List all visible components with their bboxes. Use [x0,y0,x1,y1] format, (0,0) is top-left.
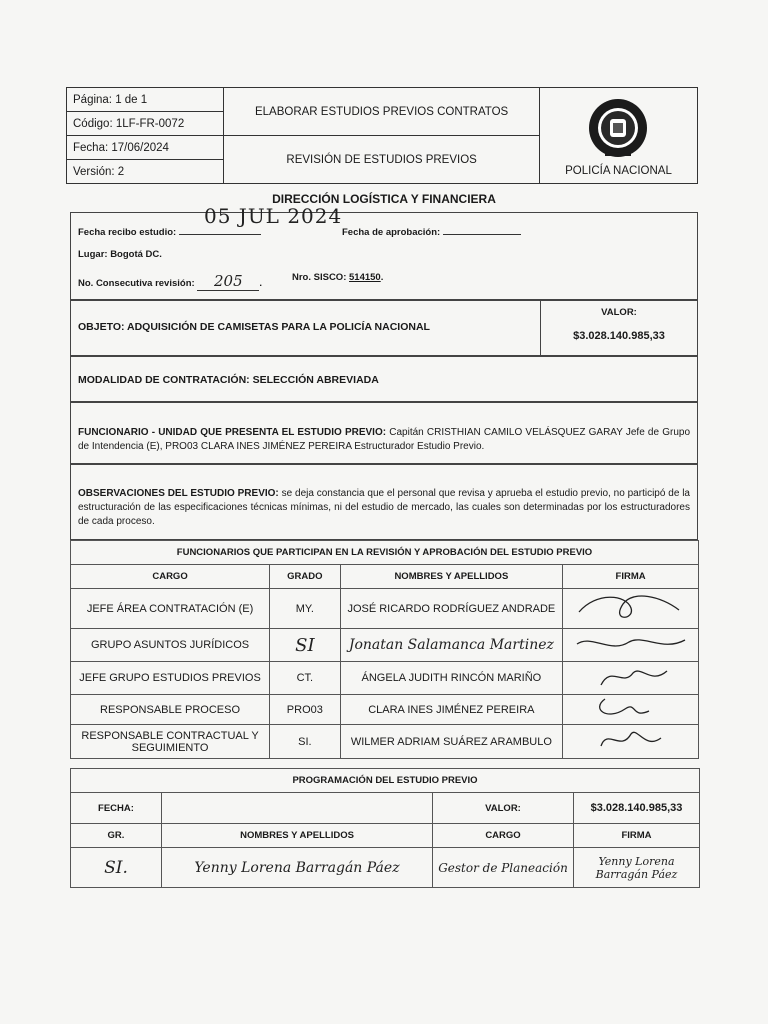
firma-cell [563,589,699,629]
table-row [71,848,700,888]
nombre-cell: ÁNGELA JUDITH RINCÓN MARIÑO [340,662,563,695]
document-header [66,87,698,184]
firma-cell [563,662,699,695]
pagina: Página: 1 de 1 [67,88,224,112]
prog-valor-amount: $3.028.140.985,33 [574,793,700,824]
header-title-2: REVISIÓN DE ESTUDIOS PREVIOS [224,136,540,184]
lugar: Lugar: Bogotá DC. [78,249,162,260]
logo-cell [539,88,697,184]
modalidad-text: SELECCIÓN ABREVIADA [252,374,379,386]
programacion-title: PROGRAMACIÓN DEL ESTUDIO PREVIO [71,769,700,793]
cargo-cell: JEFE ÁREA CONTRATACIÓN (E) [71,589,270,629]
firma-cell [563,695,699,725]
version: Versión: 2 [67,160,224,184]
table-row [71,725,699,759]
table-row [71,589,699,629]
fecha: Fecha: 17/06/2024 [67,136,224,160]
sisco-label: Nro. SISCO: [292,272,347,283]
objeto-label: OBJETO: [78,321,125,333]
cargo-cell: RESPONSABLE PROCESO [71,695,270,725]
fecha-aprobacion-line [443,234,521,235]
prog-gr-cell: SI. [71,848,162,888]
nombre-cell: WILMER ADRIAM SUÁREZ ARAMBULO [340,725,563,759]
cargo-cell: JEFE GRUPO ESTUDIOS PREVIOS [71,662,270,695]
signature-2 [571,630,691,658]
grado-cell: SI [270,629,341,662]
prog-col-gr: GR. [71,824,162,848]
signature-1 [571,590,691,624]
sisco-value: 514150 [349,272,381,283]
firma-cell [563,725,699,759]
col-cargo: CARGO [71,565,270,589]
header-title-1: ELABORAR ESTUDIOS PREVIOS CONTRATOS [224,88,540,136]
date-stamp: 05 JUL 2024 [204,204,343,228]
funcionario-text: Capitán CRISTHIAN CAMILO VELÁSQUEZ GARAY Jefe de Grupo de Intendencia (E), PRO03 CLARA INES JIMÉNEZ PEREIRA Estructurador Estudio Previo. [78,427,691,452]
funcionarios-title: FUNCIONARIOS QUE PARTICIPAN EN LA REVISIÓN Y APROBACIÓN DEL ESTUDIO PREVIO [71,541,699,565]
nombre-cell: JOSÉ RICARDO RODRÍGUEZ ANDRADE [340,589,563,629]
prog-firma-cell: Yenny Lorena Barragán Páez [574,848,700,888]
consecutivo-label: No. Consecutiva revisión: [78,278,195,289]
valor-label: VALOR: [601,307,637,318]
prog-col-firma: FIRMA [574,824,700,848]
funcionarios-table [70,540,699,759]
cargo-cell: GRUPO ASUNTOS JURÍDICOS [71,629,270,662]
table-row [71,629,699,662]
prog-valor-label: VALOR: [433,793,574,824]
signature-3 [571,663,691,691]
modalidad-label: MODALIDAD DE CONTRATACIÓN: [78,374,250,386]
signature-4 [571,695,691,721]
prog-nombre-cell: Yenny Lorena Barragán Páez [162,848,433,888]
entidad-label: POLICÍA NACIONAL [565,165,672,177]
observaciones-text: se deja constancia que el personal que revisa y aprueba el estudio previo, no participó de la estructuración de las especificaciones técnicas mínimas, ni del estudio de mercado, las cuales son determinadas por los estructuradores de cada proceso. [78,488,690,527]
valor-amount: $3.028.140.985,33 [573,330,665,342]
codigo: Código: 1LF-FR-0072 [67,112,224,136]
objeto-text: ADQUISICIÓN DE CAMISETAS PARA LA POLICÍA NACIONAL [127,321,430,333]
grado-cell: SI. [270,725,341,759]
nombre-cell: Jonatan Salamanca Martinez [340,629,563,662]
observaciones-label: OBSERVACIONES DEL ESTUDIO PREVIO: [78,488,279,499]
table-row [71,662,699,695]
grado-cell: PRO03 [270,695,341,725]
table-row [71,695,699,725]
signature-5 [571,726,691,754]
grado-cell: CT. [270,662,341,695]
prog-col-cargo: CARGO [433,824,574,848]
prog-col-nombres: NOMBRES Y APELLIDOS [162,824,433,848]
policia-seal-icon [583,97,653,159]
funcionario-label: FUNCIONARIO - UNIDAD QUE PRESENTA EL ESTUDIO PREVIO: [78,427,387,438]
prog-fecha-label: FECHA: [71,793,162,824]
cargo-cell: RESPONSABLE CONTRACTUAL Y SEGUIMIENTO [71,725,270,759]
firma-cell [563,629,699,662]
fecha-recibo-label: Fecha recibo estudio: [78,227,177,238]
grado-cell: MY. [270,589,341,629]
col-nombres: NOMBRES Y APELLIDOS [340,565,563,589]
consecutivo-value: 205 [197,272,259,291]
col-grado: GRADO [270,565,341,589]
prog-fecha-value [162,793,433,824]
col-firma: FIRMA [563,565,699,589]
programacion-table [70,768,700,888]
direccion-title: DIRECCIÓN LOGÍSTICA Y FINANCIERA [272,192,496,206]
fecha-aprobacion-label: Fecha de aprobación: [342,227,441,238]
fecha-recibo-line [179,234,261,235]
prog-cargo-cell: Gestor de Planeación [433,848,574,888]
nombre-cell: CLARA INES JIMÉNEZ PEREIRA [340,695,563,725]
